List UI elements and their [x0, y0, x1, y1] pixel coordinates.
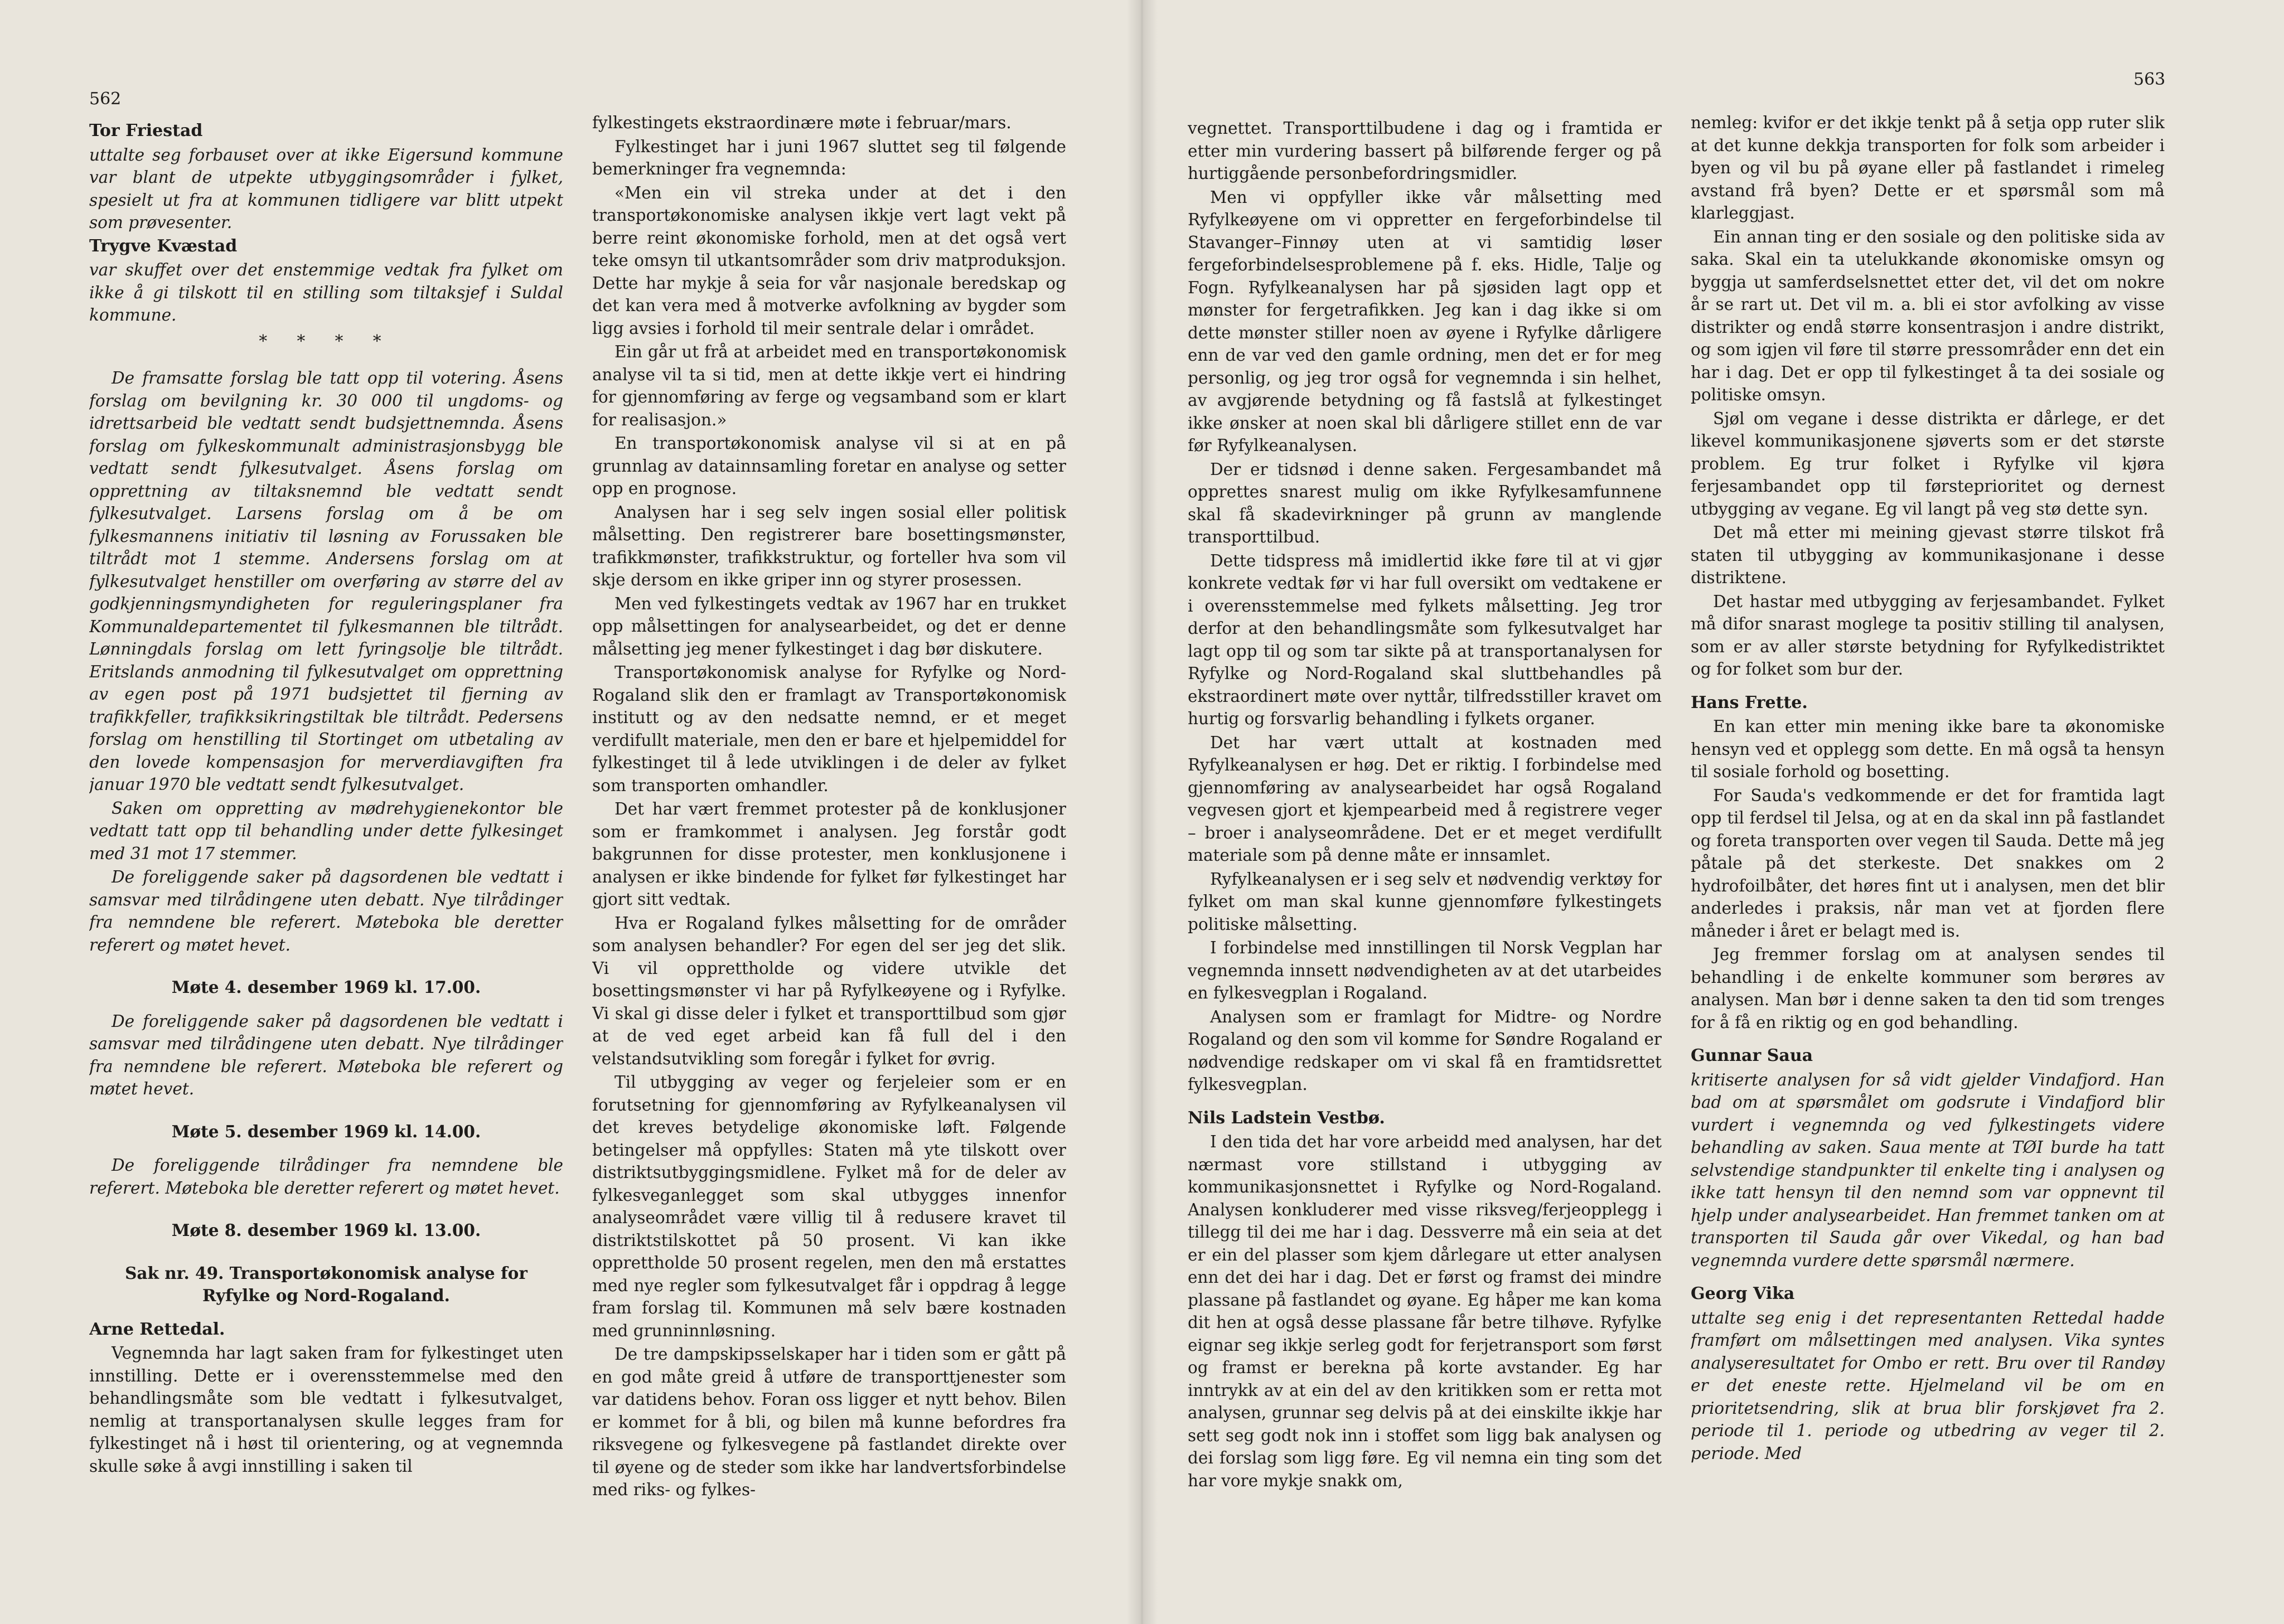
minutes-paragraph: De foreliggende tilrådinger fra nemndene ble referert. Møteboka ble deretter referert og møtet hevet. — [89, 1156, 563, 1198]
speech-paragraph: Analysen som er framlagt for Midtre- og Nordre Rogaland og den som vil komme for Søndre Rogaland er nødvendige redskaper om vi skal få en framtidsrettet fylkesvegplan. — [1188, 1007, 1662, 1094]
speech-paragraph: Dette tidspress må imidlertid ikke føre til at vi gjør konkrete vedtak før vi har full oversikt om vedtakene er i overensstemmelse med fylkets målsetting. Jeg tror derfor at den behandlingsmåte som fylkesutvalget har lagt opp til og som tar sikte på at transportanalysen for Ryfylke og Nord-Rogaland skal sluttbehandles på ekstraordinert møte over nyttår, tilfredsstiller kravet om hurtig og forsvarlig behandling i fylkets organer. — [1188, 551, 1662, 728]
section-heading: Møte 8. desember 1969 kl. 13.00. — [171, 1220, 481, 1240]
speech-paragraph: Men vi oppfyller ikke vår målsetting med Ryfylkeøyene om vi oppretter en fergeforbindelse til Stavanger–Finnøy uten at vi samtidig løser fergeforbindelsesproblemene på f. eks. Hidle, Talje og Fogn. Ryfylkeanalysen har på sjøsiden lagt opp et mønster for fergetrafikken. Jeg kan i dag ikke si om dette mønster stiller noen av øyene i Ryfylke dårligere enn de var ved den gamle ordning, men det er for meg personlig, og jeg tror også for vegnemnda i sin helhet, av avgjørende betydning og få fastslå at fylkestinget ikke ønsker at noen skal bli dårligere stillet enn de var før Ryfylkeanalysen. — [1188, 187, 1662, 455]
speaker-name: Arne Rettedal. — [89, 1319, 225, 1339]
minutes-paragraph: De foreliggende saker på dagsordenen ble vedtatt i samsvar med tilrådingene uten debatt. Nye tilrådinger fra nemndene ble referert. Møteboka ble deretter referert og møtet hevet. — [89, 867, 563, 954]
continued-paragraph: vegnettet. Transporttilbudene i dag og i framtida er etter min vurdering bassert på bilførende ferger og på hurtiggående personbefordringsmidler. — [1188, 119, 1662, 183]
speech-paragraph: Der er tidsnød i denne saken. Fergesambandet må opprettes snarest mulig om ikke Ryfylkesamfunnene skal få skadevirkninger på grunn av manglende transporttilbud. — [1188, 459, 1662, 546]
minutes-paragraph: De foreliggende saker på dagsordenen ble vedtatt i samsvar med tilrådingene uten debatt. Nye tilrådinger fra nemndene ble referert. Møteboka ble referert og møtet hevet. — [89, 1011, 563, 1098]
speech-paragraph: Jeg fremmer forslag om at analysen sendes til behandling i de enkelte kommuner som berøres av analysen. Man bør i denne saken ta den tid som trenges for å få en riktig og en god behandling. — [1691, 945, 2165, 1032]
page-number-right: 563 — [2133, 70, 2166, 89]
speech-paragraph: For Sauda's vedkommende er det for framtida lagt opp til ferdsel til Jelsa, og at en da skal inn på fastlandet og foreta transporten over vegen til Sauda. Dette må jeg påtale på det sterkeste. Det snakkes om 2 hydrofoilbåter, det høres fint ut i analysen, men det blir anderledes i praksis, når man vet at fjorden flere måneder i året er belagt med is. — [1691, 786, 2165, 941]
speech-paragraph: Sjøl om vegane i desse distrikta er dårlege, er det likevel kommunikasjonene sjøverts som er det største problem. Eg trur folket i Ryfylke vil kjøra ferjesambandet opp til førsteprioritet og dernest utbygging av vegane. Eg vil langt på veg stø dette syn. — [1691, 409, 2165, 518]
section-divider: * * * * — [259, 331, 394, 351]
text-column-3 — [1188, 117, 1662, 1600]
speaker-name: Tor Friestad — [89, 121, 203, 140]
section-heading: Møte 4. desember 1969 kl. 17.00. — [171, 977, 481, 997]
minutes-paragraph: Saken om oppretting av mødrehygienekontor ble vedtatt tatt opp til behandling under dette fylkesinget med 31 mot 17 stemmer. — [89, 798, 563, 863]
speech-paragraph: Analysen har i seg selv ingen sosial eller politisk målsetting. Den registrerer bare bosettingsmønster, trafikkmønster, trafikkstruktur, og forteller hva som vil skje dersom en ikke griper inn og styrer prosessen. — [592, 502, 1066, 589]
speech-paragraph: Fylkestinget har i juni 1967 sluttet seg til følgende bemerkninger fra vegnemnda: — [592, 137, 1066, 178]
speaker-name: Nils Ladstein Vestbø. — [1188, 1108, 1385, 1128]
continued-paragraph: nemleg: kvifor er det ikkje tenkt på å setja opp ruter slik at det kunne dekkja transporten for folk som arbeider i byen og vil bu på øyane eller på fastlandet i rimeleg avstand frå byen? Dette er et spørsmål som må klarleggjast. — [1691, 113, 2165, 222]
speech-paragraph: De tre dampskipsselskaper har i tiden som er gått på en god måte greid å utføre de transporttjenester som var datidens behov. Foran oss ligger et nytt behov. Bilen er kommet for å bli, og bilen må kunne befordres fra riksvegene og fylkesvegene på fastlandet direkte over til øyene og de steder som ikke har landvertsforbindelse med riks- og fylkes- — [592, 1345, 1066, 1499]
speech-paragraph: Vegnemnda har lagt saken fram for fylkestinget uten innstilling. Dette er i overensstemmelse med den behandlingsmåte som ble vedtatt i fylkesutvalget, nemlig at transportanalysen skulle legges fram for fylkestinget nå i høst til orientering, og at vegnemnda skulle søke å avgi innstilling i saken til — [89, 1344, 563, 1476]
section-heading: Sak nr. 49. Transportøkonomisk analyse for Ryfylke og Nord-Rogaland. — [125, 1263, 528, 1305]
speech-summary: uttalte seg forbauset over at ikke Eigersund kommune var blant de utpekte utbyggingsområder i fylket, spesielt ut fra at kommunen tidligere var blitt utpekt som prøvesenter. — [89, 145, 563, 232]
speech-paragraph: Det har vært uttalt at kostnaden med Ryfylkeanalysen er høg. Det er riktig. I forbindelse med gjennomføring av analysearbeidet har også Rogaland vegvesen gjort et kjempearbeid med å registrere veger – broer i analyseområdene. Det er et meget verdifullt materiale som på denne måte er innsamlet. — [1188, 733, 1662, 865]
continued-paragraph: fylkestingets ekstraordinære møte i februar/mars. — [592, 113, 1012, 132]
book-gutter — [1126, 0, 1158, 1624]
speech-paragraph: Men ved fylkestingets vedtak av 1967 har en trukket opp målsettingen for analysearbeidet, og det er denne målsetting jeg mener fylkestinget i dag bør diskutere. — [592, 594, 1066, 658]
speech-summary: uttalte seg enig i det representanten Rettedal hadde framført om målsettingen med analysen. Vika syntes analyseresultatet for Ombo er rett. Bru over til Randøy er det eneste rette. Hjelmeland vil be om en prioritetsendring, slik at brua blir forskjøvet fra 2. periode til 1. periode og utbedring av veger til 2. periode. Med — [1691, 1308, 2165, 1463]
page-number-left: 562 — [89, 89, 122, 109]
text-column-4 — [1691, 112, 2165, 1594]
speaker-name: Georg Vika — [1691, 1284, 1795, 1303]
speech-summary: var skuffet over det enstemmige vedtak fra fylket om ikke å gi tilskott til en stilling som tiltaksjef i Suldal kommune. — [89, 260, 563, 324]
text-column-1 — [89, 120, 563, 1603]
speech-paragraph: I den tida det har vore arbeidd med analysen, har det nærmast vore stillstand i utbygging av kommunikasjonsnettet i Ryfylke og Nord-Rogaland. Analysen konkluderer med visse riksveg/ferjeopplegg i tillegg til dei me har i dag. Dessverre må ein seia at det er ein del plasser som kjem dårlegare ut etter analysen enn det dei har i dag. Det er først og framst dei mindre plassane på fastlandet og øyane. Eg håper me kan koma dit hen at også desse plassane får betre tilhøve. Ryfylke eignar seg ikkje serleg godt for ferjetransport som først og framst er berekna på korte avstander. Eg har inntrykk av at ein del av den kritikken som er retta mot analysen, grunnar seg delvis på at dei einskilte ikkje har sett seg godt nok inn i stoffet som ligg bak analysen og dei forslag som ligg føre. Eg vil nemna ein ting som det har vore mykje snakk om, — [1188, 1132, 1662, 1490]
speech-paragraph: Ryfylkeanalysen er i seg selv et nødvendig verktøy for fylket om man skal kunne gjennomføre fylkestingets politiske målsetting. — [1188, 869, 1662, 934]
speech-paragraph: En kan etter min mening ikke bare ta økonomiske hensyn ved et opplegg som dette. En må også ta hensyn til sosiale forhold og bosetting. — [1691, 717, 2165, 781]
speech-paragraph: Til utbygging av veger og ferjeleier som er en forutsetning for gjennomføring av Ryfylkeanalysen vil det kreves betydelige økonomiske løft. Følgende betingelser må oppfylles: Staten må yte tilskott over distriktsutbyggingsmidlene. Fylket må for de deler av fylkesveganlegget som skal utbygges innenfor analyseområdet være villig til å redusere kravet til distriktstilskottet på 50 prosent. Vi kan ikke opprettholde 50 prosent regelen, men den må erstattes med nye regler som fylkesutvalget får i oppdrag å legge fram forslag til. Kommunen må selv bære kostnaden med grunninnløsning. — [592, 1073, 1066, 1340]
section-heading: Møte 5. desember 1969 kl. 14.00. — [171, 1121, 481, 1141]
speech-paragraph: En transportøkonomisk analyse vil si at en på grunnlag av datainnsamling foretar en analyse og setter opp en prognose. — [592, 434, 1066, 498]
minutes-paragraph: De framsatte forslag ble tatt opp til votering. Åsens forslag om bevilgning kr. 30 000 til ungdoms- og idrettsarbeid ble vedtatt sendt budsjettnemnda. Åsens forslag om fylkeskommunalt administrasjonsbygg ble vedtatt sendt fylkesutvalget. Åsens forslag om opprettning av tiltaksnemnd ble vedtatt sendt fylkesutvalget. Larsens forslag om å be om fylkesmannens initiativ til løsning av Forussaken ble tiltrådt mot 1 stemme. Andersens forslag om at fylkesutvalget henstiller om overføring av større del av godkjenningsmyndigheten for reguleringsplaner fra Kommunaldepartementet til fylkesmannen ble tiltrådt. Lønningdals forslag om lett fyringsolje ble tiltrådt. Eritslands anmodning til fylkesutvalget om opprettning av egen post på 1971 budsjettet til fjerning av trafikkfeller, trafikksikringstiltak ble tiltrådt. Pedersens forslag om henstilling til Stortinget om utbetaling av den lovede kompensasjon for merverdiavgiften fra januar 1970 ble vedtatt sendt fylkesutvalget. — [89, 369, 563, 794]
speech-paragraph: Det må etter mi meining gjevast større tilskot frå staten til utbygging av kommunikasjonane i desse distriktene. — [1691, 523, 2165, 587]
speech-summary: kritiserte analysen for så vidt gjelder Vindafjord. Han bad om at spørsmålet om godsrute i Vindafjord blir vurdert i vegnemnda og ved fylkestingets videre behandling av saken. Saua mente at TØI burde ha tatt selvstendige standpunkter til enkelte ting i analysen og ikke tatt hensyn til den nemnd som var oppnevnt til hjelp under analysearbeidet. Han fremmet tanken om at transporten til Sauda går over Vikedal, og han bad vegnemnda vurdere dette spørsmål nærmere. — [1691, 1070, 2165, 1270]
speaker-name: Hans Frette. — [1691, 692, 1808, 712]
speaker-name: Trygve Kvæstad — [89, 236, 238, 256]
speech-paragraph: Det hastar med utbygging av ferjesambandet. Fylket må difor snarast moglege ta positiv stilling til analysen, som er av aller største betydning for Ryfylkedistriktet og for folket som bur der. — [1691, 592, 2165, 678]
speech-paragraph: Transportøkonomisk analyse for Ryfylke og Nord-Rogaland slik den er framlagt av Transportøkonomisk institutt og av den nedsatte nemnd, er et meget verdifullt materiale, men den er bare et hjelpemiddel for fylkestinget til å lede utviklingen i de deler av fylket som transporten omhandler. — [592, 663, 1066, 795]
speech-paragraph: Hva er Rogaland fylkes målsetting for de områder som analysen behandler? For egen del ser jeg det slik. Vi vil opprettholde og videre utvikle det bosettingsmønster vi har på Ryfylkeøyene og i Ryfylke. Vi skal gi disse deler i fylket et transporttilbud som gjør at de ved eget arbeid kan få full del i den velstandsutvikling som foregår i fylket for øvrig. — [592, 913, 1066, 1068]
text-column-2 — [592, 112, 1066, 1594]
speech-paragraph: I forbindelse med innstillingen til Norsk Vegplan har vegnemnda innsett nødvendigheten av at det utarbeides en fylkesvegplan i Rogaland. — [1188, 938, 1662, 1002]
speech-paragraph: «Men ein vil streka under at det i den transportøkonomiske analysen ikkje vert lagt vekt på berre reint økonomiske forhold, men at det også vert teke omsyn til utkantsområder som driv matproduksjon. Dette har mykje å seia for vår nasjonale beredskap og det kan vera med å motverke avfolkning av bygder som ligg avsies i forhold til meir sentrale delar i området. — [592, 183, 1066, 338]
speaker-name: Gunnar Saua — [1691, 1046, 1813, 1065]
speech-paragraph: Ein annan ting er den sosiale og den politiske sida av saka. Skal ein ta utelukkande økonomiske omsyn og byggja ut samferdselsnettet etter det, vil det om nokre år se rart ut. Det vil m. a. bli ei stor avfolking av visse distrikter og endå større konsentrasjon i andre distrikt, og som igjen vil føre til større pressområder enn det ein har i dag. Det er opp til fylkestinget å ta dei sosiale og politiske omsyn. — [1691, 227, 2165, 404]
speech-paragraph: Ein går ut frå at arbeidet med en transportøkonomisk analyse vil ta si tid, men at dette ikkje vert ei hindring for gjennomføring av ferge og vegsamband som er klart for realisasjon.» — [592, 342, 1066, 429]
speech-paragraph: Det har vært fremmet protester på de konklusjoner som er framkommet i analysen. Jeg forstår godt bakgrunnen for disse protester, men konklusjonene i analysen er ikke bindende for fylket før fylkestinget har gjort sitt vedtak. — [592, 799, 1066, 909]
